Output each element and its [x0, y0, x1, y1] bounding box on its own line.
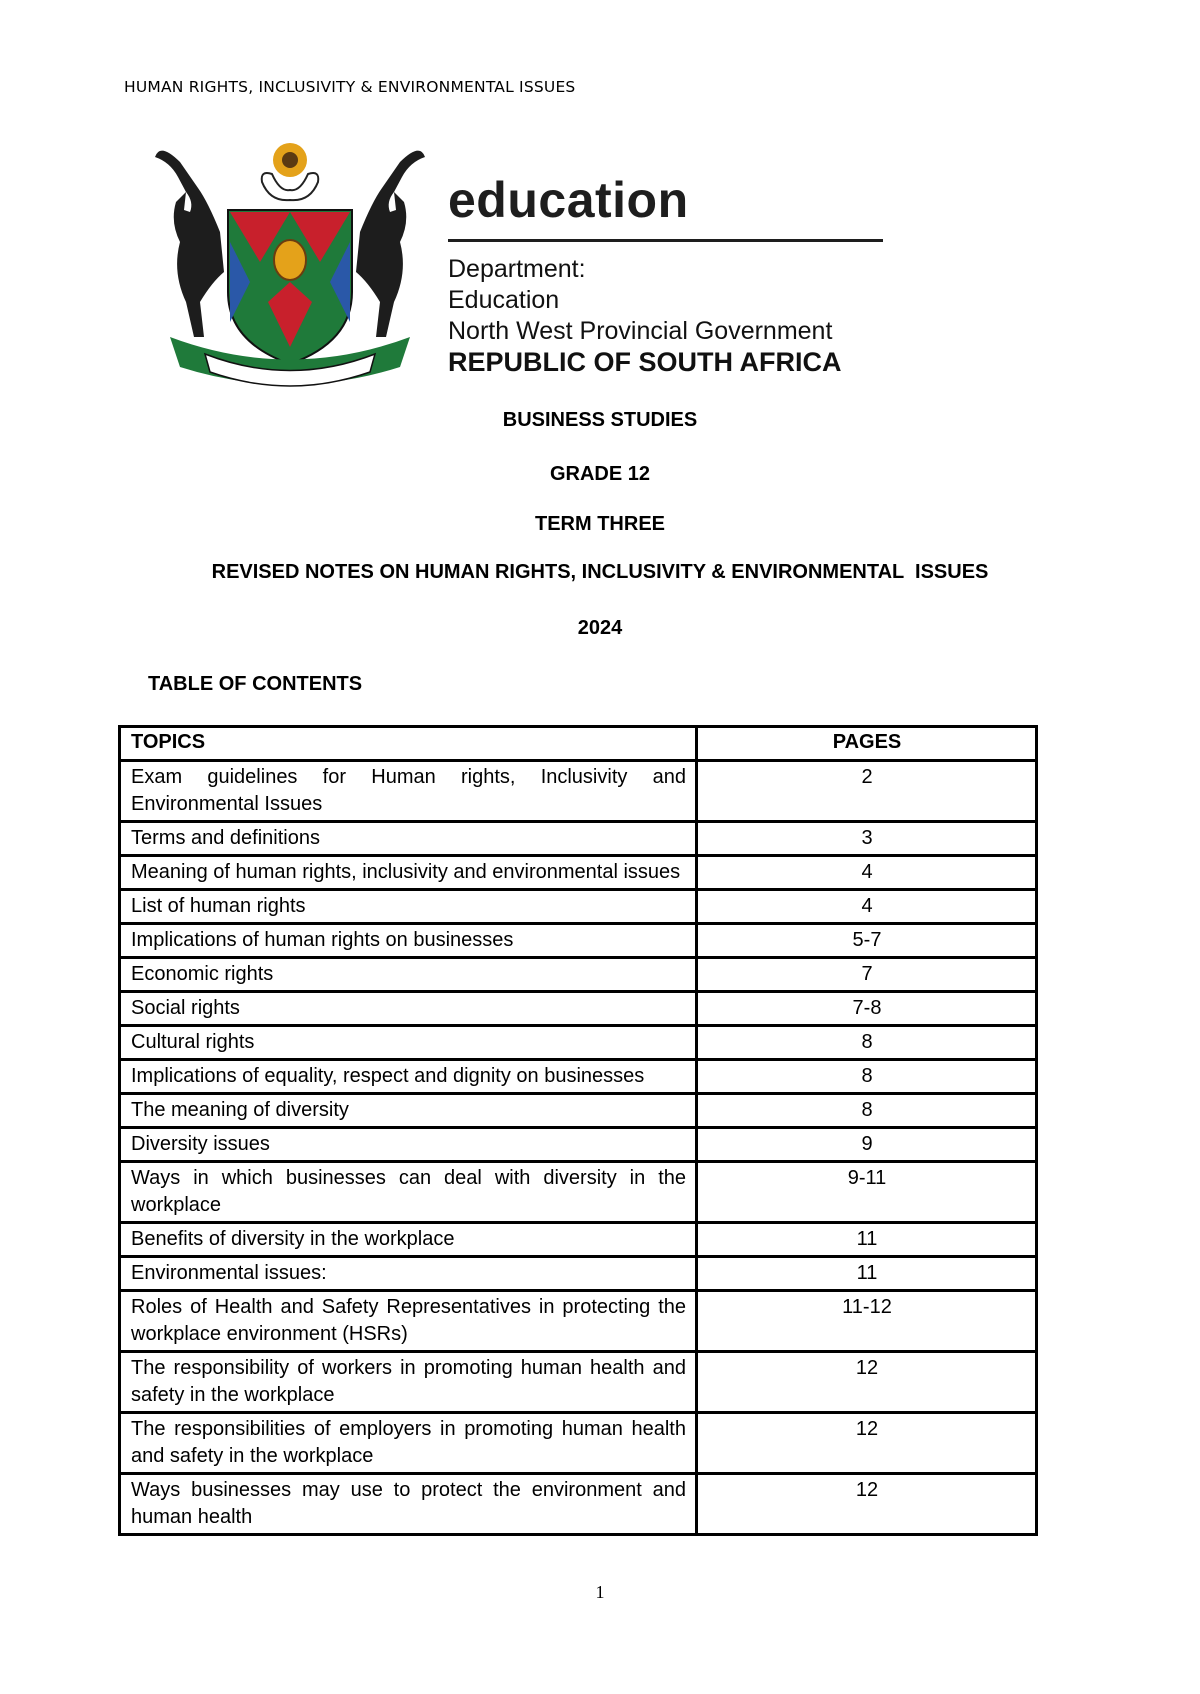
wordmark-education: education [448, 172, 689, 228]
toc-pages: 12 [697, 1352, 1037, 1413]
page-number: 1 [595, 1582, 605, 1602]
toc-pages: 8 [697, 1026, 1037, 1060]
toc-col-topics: TOPICS [120, 727, 697, 761]
table-row [120, 1162, 1037, 1223]
toc-topic: Social rights [120, 992, 697, 1026]
table-row [120, 1413, 1037, 1474]
wordmark-rule [448, 239, 883, 242]
toc-topic: The meaning of diversity [120, 1094, 697, 1128]
table-row [120, 1128, 1037, 1162]
toc-topic: Terms and definitions [120, 822, 697, 856]
table-row [120, 924, 1037, 958]
toc-pages: 11 [697, 1223, 1037, 1257]
toc-topic: Cultural rights [120, 1026, 697, 1060]
table-row [120, 822, 1037, 856]
toc-topic: The responsibilities of employers in promoting human health and safety in the workplace [120, 1413, 697, 1474]
toc-pages: 5-7 [697, 924, 1037, 958]
country-line: REPUBLIC OF SOUTH AFRICA [448, 347, 842, 377]
toc-pages: 11 [697, 1257, 1037, 1291]
toc-topic: Implications of equality, respect and dignity on businesses [120, 1060, 697, 1094]
shield-icon [228, 210, 352, 364]
table-row [120, 1474, 1037, 1535]
table-row [120, 856, 1037, 890]
department-line-3: North West Provincial Government [448, 317, 833, 345]
toc-topic: Implications of human rights on businesses [120, 924, 697, 958]
table-row [120, 890, 1037, 924]
left-antelope-icon [155, 151, 224, 337]
toc-pages: 4 [697, 890, 1037, 924]
toc-pages: 8 [697, 1094, 1037, 1128]
table-row [120, 1223, 1037, 1257]
toc-topic: Economic rights [120, 958, 697, 992]
toc-pages: 9-11 [697, 1162, 1037, 1223]
toc-pages: 7-8 [697, 992, 1037, 1026]
toc-topic: The responsibility of workers in promoting human health and safety in the workplace [120, 1352, 697, 1413]
notes-title: REVISED NOTES ON HUMAN RIGHTS, INCLUSIVITY & ENVIRONMENTAL ISSUES [211, 561, 989, 583]
table-row [120, 1352, 1037, 1413]
toc-topic: Environmental issues: [120, 1257, 697, 1291]
toc-header-row [120, 727, 1037, 761]
toc-topic: Exam guidelines for Human rights, Inclusivity and Environmental Issues [120, 761, 697, 822]
education-wordmark [448, 172, 898, 378]
toc-pages: 2 [697, 761, 1037, 822]
department-line-1: Department: [448, 255, 586, 283]
coat-of-arms-logo [150, 132, 430, 402]
toc-topic: Ways in which businesses can deal with diversity in the workplace [120, 1162, 697, 1223]
toc-table [118, 725, 1038, 1536]
toc-topic: Diversity issues [120, 1128, 697, 1162]
table-row [120, 761, 1037, 822]
table-row [120, 1094, 1037, 1128]
grade-title: GRADE 12 [549, 463, 651, 485]
toc-topic: List of human rights [120, 890, 697, 924]
sunflower-crest-icon [273, 143, 307, 177]
table-row [120, 1257, 1037, 1291]
toc-pages: 7 [697, 958, 1037, 992]
table-row [120, 958, 1037, 992]
table-row [120, 1060, 1037, 1094]
running-header: HUMAN RIGHTS, INCLUSIVITY & ENVIRONMENTAL ISSUES [124, 78, 576, 96]
toc-pages: 12 [697, 1413, 1037, 1474]
department-line-2: Education [448, 286, 560, 314]
toc-pages: 9 [697, 1128, 1037, 1162]
toc-topic: Roles of Health and Safety Representatives in protecting the workplace environment (HSRs) [120, 1291, 697, 1352]
toc-col-pages: PAGES [697, 727, 1037, 761]
toc-topic: Ways businesses may use to protect the environment and human health [120, 1474, 697, 1535]
right-antelope-icon [356, 151, 425, 337]
toc-pages: 3 [697, 822, 1037, 856]
toc-pages: 11-12 [697, 1291, 1037, 1352]
toc-heading: TABLE OF CONTENTS [148, 673, 363, 695]
table-row [120, 1291, 1037, 1352]
table-row [120, 992, 1037, 1026]
toc-pages: 12 [697, 1474, 1037, 1535]
table-row [120, 1026, 1037, 1060]
term-title: TERM THREE [535, 513, 665, 535]
toc-pages: 8 [697, 1060, 1037, 1094]
year-title: 2024 [577, 617, 623, 639]
subject-title: BUSINESS STUDIES [502, 409, 698, 431]
toc-pages: 4 [697, 856, 1037, 890]
toc-topic: Benefits of diversity in the workplace [120, 1223, 697, 1257]
toc-topic: Meaning of human rights, inclusivity and environmental issues [120, 856, 697, 890]
